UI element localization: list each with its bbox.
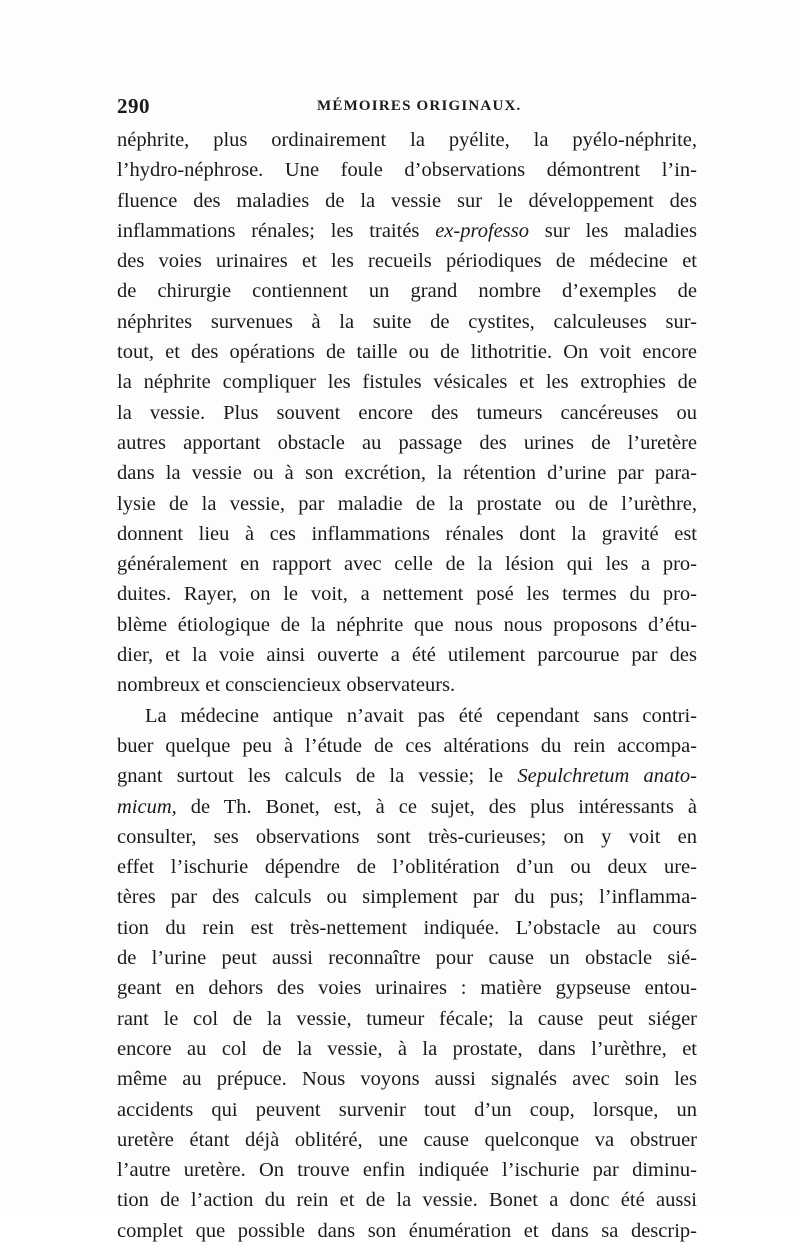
text-line: tout, et des opérations de taille ou de lithotritie. On voit encore [117,341,697,364]
text-line: buer quelque peu à l’étude de ces altérations du rein accompa- [117,734,697,757]
text-line: l’hydro-néphrose. Une foule d’observations démontrent l’in- [117,159,697,182]
text-line: fluence des maladies de la vessie sur le développement des [117,189,697,212]
text-line-paragraph-start: La médecine antique n’avait pas été cependant sans contri- [145,704,697,727]
page-header [117,94,697,124]
text-line: tion du rein est très-nettement indiquée. L’obstacle au cours [117,916,697,939]
text-line: généralement en rapport avec celle de la lésion qui les a pro- [117,553,697,576]
text-run: inflammations rénales; les traités [117,219,420,242]
text-line: néphrites survenues à la suite de cystites, calculeuses sur- [117,310,697,333]
text-line: la néphrite compliquer les fistules vésicales et les extrophies de [117,371,697,394]
text-run: de Th. Bonet, est, à ce sujet, des plus intéressants à [190,795,698,818]
italic-term: Sepulchretum anato- [517,765,698,788]
text-run: sur les maladies [544,219,698,242]
text-line: geant en dehors des voies urinaires : matière gypseuse entou- [117,977,697,1000]
text-line: complet que possible dans son énumération et dans sa descrip- [117,1219,697,1242]
text-line: de chirurgie contiennent un grand nombre d’exemples de [117,280,697,303]
running-title: MÉMOIRES ORIGINAUX. [317,98,522,114]
text-line: néphrite, plus ordinairement la pyélite, la pyélo-néphrite, [117,129,697,151]
text-line: des voies urinaires et les recueils périodiques de médecine et [117,250,697,273]
text-run: gnant surtout les calculs de la vessie; le [117,765,504,788]
text-line: lysie de la vessie, par maladie de la prostate ou de l’urèthre, [117,492,697,515]
text-line: donnent lieu à ces inflammations rénales dont la gravité est [117,522,697,545]
body-text [117,125,697,1246]
text-line: l’autre uretère. On trouve enfin indiquée l’ischurie par diminu- [117,1159,697,1182]
text-line: la vessie. Plus souvent encore des tumeurs cancéreuses ou [117,401,697,424]
text-line: rant le col de la vessie, tumeur fécale; la cause peut siéger [117,1007,697,1030]
text-line [117,216,697,246]
text-line: autres apportant obstacle au passage des urines de l’uretère [117,431,697,454]
text-line: uretère étant déjà oblitéré, une cause quelconque va obstruer [117,1128,697,1151]
page-number: 290 [117,94,150,118]
text-line: même au prépuce. Nous voyons aussi signalés avec soin les [117,1068,697,1091]
text-line [117,761,697,791]
text-line: tères par des calculs ou simplement par du pus; l’inflamma- [117,886,697,909]
text-line: blème étiologique de la néphrite que nous nous proposons d’étu- [117,613,697,636]
text-line: dans la vessie ou à son excrétion, la rétention d’urine par para- [117,462,697,485]
italic-term: ex-professo [435,219,529,242]
text-line: accidents qui peuvent survenir tout d’un coup, lorsque, un [117,1098,697,1121]
text-line-paragraph-end: nombreux et consciencieux observateurs. [117,674,456,697]
text-line: dier, et la voie ainsi ouverte a été utilement parcourue par des [117,644,697,667]
text-line [117,792,697,822]
text-line: encore au col de la vessie, à la prostate, dans l’urèthre, et [117,1037,697,1060]
text-line: effet l’ischurie dépendre de l’oblitération d’un ou deux ure- [117,856,697,879]
text-line: duites. Rayer, on le voit, a nettement posé les termes du pro- [117,583,697,606]
text-line: tion de l’action du rein et de la vessie. Bonet a donc été aussi [117,1189,697,1212]
text-line: de l’urine peut aussi reconnaître pour cause un obstacle sié- [117,947,697,970]
italic-term: micum, [117,795,177,818]
text-line: consulter, ses observations sont très-curieuses; on y voit en [117,825,697,848]
